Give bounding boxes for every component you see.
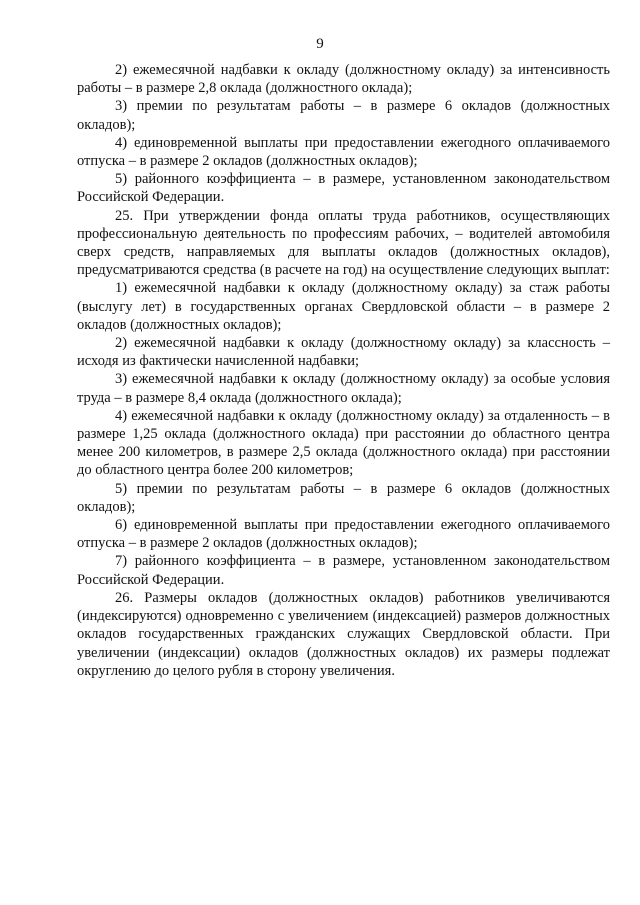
page-number: 9 <box>316 36 324 52</box>
paragraph-4-vacation-payment: 4) единовременной выплаты при предоставлении ежегодного оплачиваемого отпуска – в размере 2 окладов (должностных окладов); <box>77 134 610 170</box>
paragraph-2-intensity-bonus: 2) ежемесячной надбавки к окладу (должностному окладу) за интенсивность работы – в размере 2,8 оклада (должностного оклада); <box>77 62 610 97</box>
paragraph-5-regional-coefficient: 5) районного коэффициента – в размере, установленном законодательством Российской Федерации. <box>77 171 610 206</box>
paragraph-25-4-remoteness-bonus: 4) ежемесячной надбавки к окладу (должностному окладу) за отдаленность – в размере 1,25 оклада (должностного оклада) при расстоянии до областного центра менее 200 километров, в размере 2,5 оклада (должностного оклада) при расстоянии до областного центра более 200 километров; <box>77 407 610 479</box>
paragraph-25-1-seniority-bonus: 1) ежемесячной надбавки к окладу (должностному окладу) за стаж работы (выслугу лет) в государственных органах Свердловской области – в размере 2 окладов (должностных окладов); <box>77 280 610 333</box>
paragraph-25-6-vacation-payment: 6) единовременной выплаты при предоставлении ежегодного оплачиваемого отпуска – в размере 2 окладов (должностных окладов); <box>77 517 610 552</box>
paragraph-3-performance-bonus: 3) премии по результатам работы – в размере 6 окладов (должностных окладов); <box>77 98 610 133</box>
paragraph-25-2-class-bonus: 2) ежемесячной надбавки к окладу (должностному окладу) за классность – исходя из фактически начисленной надбавки; <box>77 335 610 370</box>
paragraph-section-25: 25. При утверждении фонда оплаты труда работников, осуществляющих профессиональную деятельность по профессиям рабочих, – водителей автомобиля сверх средств, направляемых для выплаты окладов (должностных окладов), предусматриваются средства (в расчете на год) на осуществление следующих выплат: <box>77 207 610 279</box>
paragraph-25-7-regional-coefficient: 7) районного коэффициента – в размере, установленном законодательством Российской Федерации. <box>77 553 610 588</box>
paragraph-section-26: 26. Размеры окладов (должностных окладов) работников увеличиваются (индексируются) одновременно с увеличением (индексацией) размеров должностных окладов государственных гражданских служащих Свердловской области. При увеличении (индексации) окладов (должностных окладов) их размеры подлежат округлению до целого рубля в сторону увеличения. <box>77 589 610 679</box>
paragraph-25-3-special-conditions-bonus: 3) ежемесячной надбавки к окладу (должностному окладу) за особые условия труда – в размере 8,4 оклада (должностного оклада); <box>77 371 610 406</box>
paragraph-25-5-performance-bonus: 5) премии по результатам работы – в размере 6 окладов (должностных окладов); <box>77 480 610 515</box>
document-body <box>77 61 610 680</box>
